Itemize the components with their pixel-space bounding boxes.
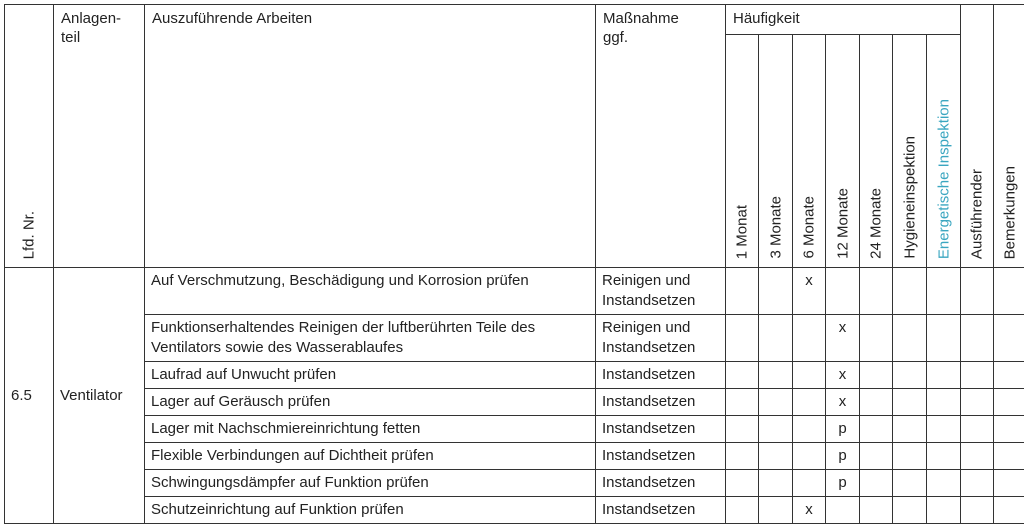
cell-frequency-mark — [927, 268, 961, 315]
table-row — [5, 497, 1024, 524]
cell-frequency-mark — [793, 362, 826, 389]
cell-ausfuehrender — [961, 362, 994, 389]
cell-massnahme: Instandsetzen — [596, 443, 726, 470]
header-arbeiten: Auszuführende Arbeiten — [145, 5, 596, 268]
maintenance-table — [4, 4, 1024, 524]
cell-frequency-mark: x — [826, 389, 860, 416]
header-massnahme: Maßnahme ggf. — [596, 5, 726, 268]
cell-frequency-mark: x — [826, 362, 860, 389]
cell-bemerkungen — [994, 389, 1024, 416]
cell-frequency-mark — [726, 416, 759, 443]
cell-frequency-mark — [860, 362, 893, 389]
cell-ausfuehrender — [961, 389, 994, 416]
cell-frequency-mark — [793, 315, 826, 362]
cell-frequency-mark — [927, 362, 961, 389]
cell-arbeit: Lager mit Nachschmiereinrichtung fetten — [145, 416, 596, 443]
cell-frequency-mark — [793, 443, 826, 470]
cell-frequency-mark: x — [826, 315, 860, 362]
cell-frequency-mark — [927, 416, 961, 443]
header-lfd-nr: Lfd. Nr. — [5, 5, 54, 268]
header-haeufigkeit: Häufigkeit — [726, 5, 961, 35]
cell-bemerkungen — [994, 362, 1024, 389]
cell-arbeit: Auf Verschmutzung, Beschädigung und Korrosion prüfen — [145, 268, 596, 315]
cell-frequency-mark — [759, 497, 793, 524]
header-freq-1-monat: 1 Monat — [726, 35, 759, 268]
cell-frequency-mark — [726, 315, 759, 362]
table-row — [5, 443, 1024, 470]
cell-bemerkungen — [994, 315, 1024, 362]
cell-frequency-mark: p — [826, 416, 860, 443]
cell-ausfuehrender — [961, 268, 994, 315]
cell-frequency-mark — [826, 268, 860, 315]
cell-frequency-mark — [893, 443, 927, 470]
cell-frequency-mark — [860, 443, 893, 470]
table-row — [5, 389, 1024, 416]
cell-bemerkungen — [994, 416, 1024, 443]
cell-frequency-mark — [860, 470, 893, 497]
cell-frequency-mark — [793, 389, 826, 416]
cell-frequency-mark: p — [826, 470, 860, 497]
cell-frequency-mark — [826, 497, 860, 524]
header-freq-energetische-inspektion: Energetische Inspektion — [927, 35, 961, 268]
cell-frequency-mark — [893, 497, 927, 524]
cell-arbeit: Funktionserhaltendes Reinigen der luftberührten Teile des Ventilators sowie des Wasserablaufes — [145, 315, 596, 362]
table-row — [5, 470, 1024, 497]
header-freq-24-monate: 24 Monate — [860, 35, 893, 268]
cell-frequency-mark — [759, 362, 793, 389]
cell-frequency-mark — [726, 389, 759, 416]
cell-frequency-mark — [860, 416, 893, 443]
cell-frequency-mark — [726, 362, 759, 389]
cell-frequency-mark — [893, 315, 927, 362]
cell-ausfuehrender — [961, 416, 994, 443]
group-anlagenteil: Ventilator — [54, 268, 145, 524]
cell-frequency-mark — [860, 268, 893, 315]
cell-ausfuehrender — [961, 497, 994, 524]
cell-frequency-mark — [927, 389, 961, 416]
cell-frequency-mark — [759, 470, 793, 497]
table-row — [5, 315, 1024, 362]
cell-arbeit: Laufrad auf Unwucht prüfen — [145, 362, 596, 389]
cell-massnahme: Reinigen und Instandsetzen — [596, 268, 726, 315]
cell-frequency-mark — [759, 443, 793, 470]
cell-frequency-mark — [793, 470, 826, 497]
table-row — [5, 362, 1024, 389]
header-anlagenteil: Anlagen- teil — [54, 5, 145, 268]
table-row — [5, 268, 1024, 315]
header-freq-6-monate: 6 Monate — [793, 35, 826, 268]
cell-massnahme: Instandsetzen — [596, 389, 726, 416]
cell-frequency-mark: x — [793, 497, 826, 524]
cell-frequency-mark — [893, 389, 927, 416]
cell-bemerkungen — [994, 470, 1024, 497]
cell-massnahme: Instandsetzen — [596, 416, 726, 443]
cell-frequency-mark: x — [793, 268, 826, 315]
table-row — [5, 416, 1024, 443]
cell-arbeit: Lager auf Geräusch prüfen — [145, 389, 596, 416]
cell-frequency-mark — [927, 470, 961, 497]
group-number: 6.5 — [5, 268, 54, 524]
cell-ausfuehrender — [961, 443, 994, 470]
cell-ausfuehrender — [961, 315, 994, 362]
cell-arbeit: Flexible Verbindungen auf Dichtheit prüfen — [145, 443, 596, 470]
table-body — [5, 268, 1024, 524]
cell-frequency-mark — [860, 315, 893, 362]
cell-frequency-mark — [726, 268, 759, 315]
cell-bemerkungen — [994, 443, 1024, 470]
cell-frequency-mark — [726, 443, 759, 470]
cell-frequency-mark — [759, 315, 793, 362]
cell-frequency-mark — [927, 497, 961, 524]
cell-frequency-mark — [759, 389, 793, 416]
header-freq-3-monate: 3 Monate — [759, 35, 793, 268]
cell-frequency-mark — [726, 497, 759, 524]
cell-frequency-mark — [927, 443, 961, 470]
cell-arbeit: Schwingungsdämpfer auf Funktion prüfen — [145, 470, 596, 497]
cell-frequency-mark — [893, 268, 927, 315]
header-bemerkungen: Bemerkungen — [994, 5, 1024, 268]
cell-frequency-mark — [860, 389, 893, 416]
cell-frequency-mark — [893, 416, 927, 443]
cell-arbeit: Schutzeinrichtung auf Funktion prüfen — [145, 497, 596, 524]
cell-bemerkungen — [994, 268, 1024, 315]
cell-frequency-mark — [793, 416, 826, 443]
cell-massnahme: Instandsetzen — [596, 497, 726, 524]
cell-frequency-mark — [860, 497, 893, 524]
cell-ausfuehrender — [961, 470, 994, 497]
cell-massnahme: Instandsetzen — [596, 470, 726, 497]
cell-massnahme: Reinigen und Instandsetzen — [596, 315, 726, 362]
cell-frequency-mark — [726, 470, 759, 497]
header-freq-12-monate: 12 Monate — [826, 35, 860, 268]
cell-frequency-mark — [759, 268, 793, 315]
header-ausfuehrender: Ausführender — [961, 5, 994, 268]
cell-frequency-mark — [893, 362, 927, 389]
header-freq-hygieneinspektion: Hygieneinspektion — [893, 35, 927, 268]
cell-frequency-mark — [893, 470, 927, 497]
cell-massnahme: Instandsetzen — [596, 362, 726, 389]
cell-frequency-mark — [927, 315, 961, 362]
cell-frequency-mark — [759, 416, 793, 443]
cell-frequency-mark: p — [826, 443, 860, 470]
cell-bemerkungen — [994, 497, 1024, 524]
